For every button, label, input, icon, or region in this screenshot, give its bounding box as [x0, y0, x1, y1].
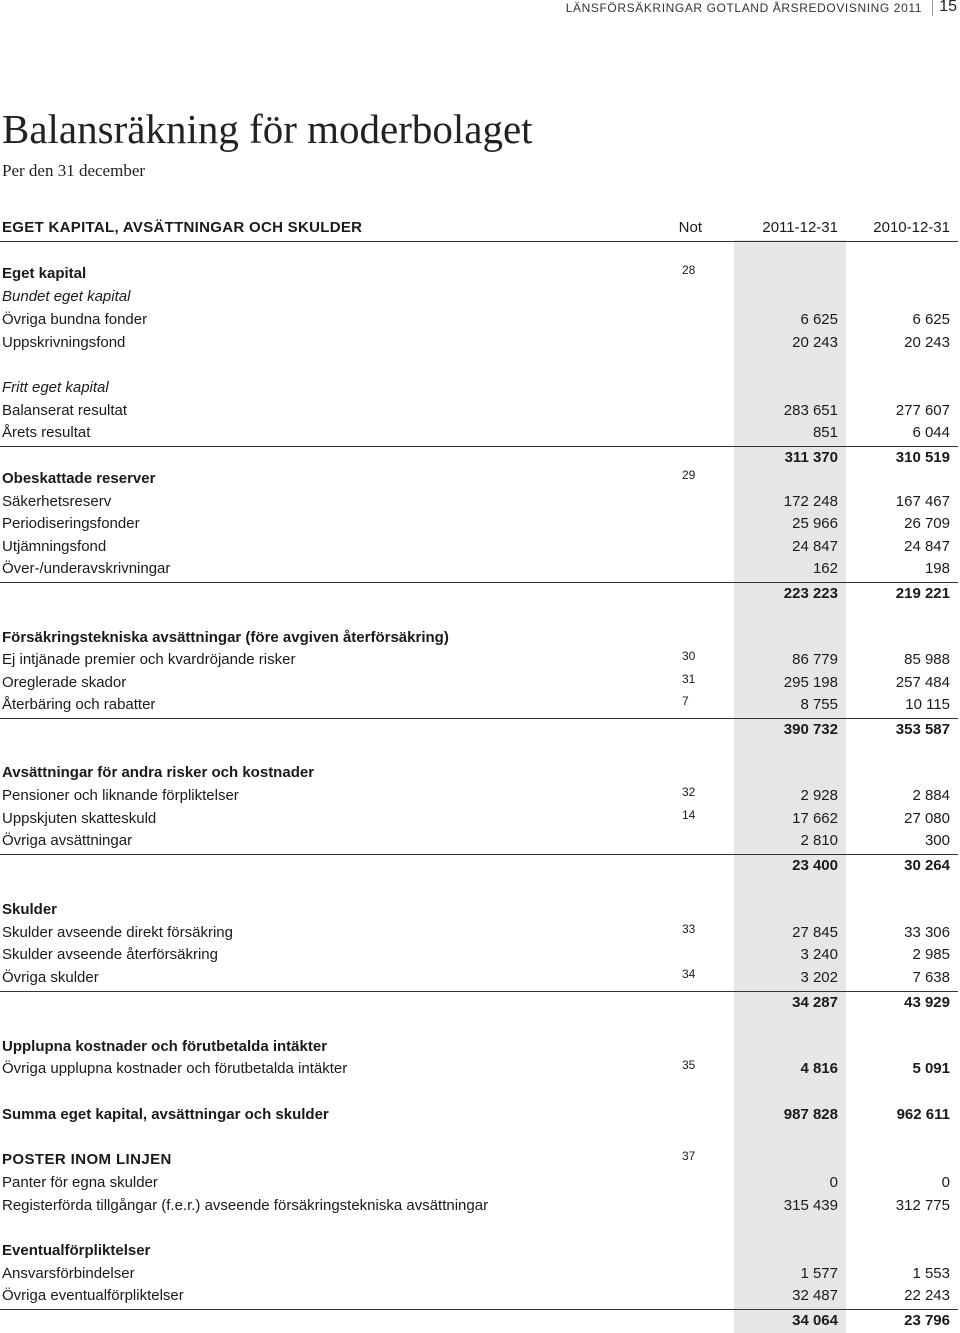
row-label: Bundet eget kapital [2, 288, 131, 305]
table-row [0, 785, 958, 807]
table-row [0, 1058, 958, 1080]
row-label: Fritt eget kapital [2, 379, 109, 396]
table-row [0, 309, 958, 331]
row-label: Skulder avseende direkt försäkring [2, 924, 233, 941]
table-row [0, 1195, 958, 1217]
table-row [0, 922, 958, 944]
page-number: 15 [939, 0, 957, 15]
row-value-2010: 24 847 [904, 538, 950, 555]
row-value-2011: 24 847 [792, 538, 838, 555]
row-label: Skulder avseende återförsäkring [2, 946, 218, 963]
table-row [0, 558, 958, 580]
row-value-2010: 33 306 [904, 924, 950, 941]
table-row [0, 582, 958, 605]
table-row [0, 694, 958, 716]
row-label: Registerförda tillgångar (f.e.r.) avseende försäkringstekniska avsättningar [2, 1197, 489, 1214]
row-value-2010: 219 221 [895, 585, 950, 602]
table-row [0, 649, 958, 671]
row-value-2011: 34 287 [792, 994, 838, 1011]
table-row [0, 263, 958, 285]
row-label: Övriga skulder [2, 969, 99, 986]
row-label: Eventualförpliktelser [2, 1242, 151, 1259]
table-row [0, 377, 958, 399]
table-row [0, 468, 958, 490]
row-value-2011: 851 [812, 424, 838, 441]
table-row [0, 1104, 958, 1126]
table-row [0, 1036, 958, 1058]
row-value-2011: 23 400 [792, 857, 838, 874]
row-label: Balanserat resultat [2, 402, 128, 419]
table-row [0, 944, 958, 966]
table-row [0, 718, 958, 741]
page-subtitle: Per den 31 december [2, 161, 146, 180]
row-value-2011: 3 202 [800, 969, 838, 986]
row-note-ref: 29 [682, 468, 696, 482]
table-row [0, 672, 958, 694]
row-value-2011: 987 828 [783, 1106, 838, 1123]
table-row [0, 854, 958, 877]
row-label: Ansvarsförbindelser [2, 1265, 135, 1282]
row-label: Uppskjuten skatteskuld [2, 810, 157, 827]
row-value-2011: 283 651 [783, 402, 838, 419]
row-value-2011: 17 662 [792, 810, 838, 827]
table-row [0, 491, 958, 513]
row-value-2010: 277 607 [895, 402, 950, 419]
table-row [0, 513, 958, 535]
row-value-2011: 172 248 [783, 493, 838, 510]
row-label: Avsättningar för andra risker och kostnader [2, 764, 315, 781]
row-value-2010: 20 243 [904, 334, 950, 351]
row-note-ref: 33 [682, 922, 696, 936]
row-label: Försäkringstekniska avsättningar (före avgiven återförsäkring) [2, 629, 449, 646]
row-value-2010: 43 929 [904, 994, 950, 1011]
row-value-2010: 27 080 [904, 810, 950, 827]
table-row [0, 899, 958, 921]
row-value-2010: 310 519 [895, 449, 950, 466]
row-value-2010: 1 553 [912, 1265, 950, 1282]
row-value-2011: 390 732 [783, 721, 838, 738]
row-label: Periodiseringsfonder [2, 515, 140, 532]
row-note-ref: 14 [682, 808, 696, 822]
row-label: Återbäring och rabatter [2, 696, 156, 713]
row-value-2010: 198 [924, 560, 950, 577]
table-row [0, 808, 958, 830]
row-label: Över-/underavskrivningar [2, 560, 171, 577]
row-value-2010: 23 796 [904, 1312, 950, 1329]
row-note-ref: 31 [682, 672, 696, 686]
row-label: Obeskattade reserver [2, 470, 156, 487]
row-value-2010: 353 587 [895, 721, 950, 738]
column-header-2011: 2011-12-31 [762, 219, 838, 236]
row-value-2010: 30 264 [904, 857, 950, 874]
row-value-2011: 295 198 [783, 674, 838, 691]
row-value-2011: 86 779 [792, 651, 838, 668]
row-label: Säkerhetsreserv [2, 493, 112, 510]
row-label: Panter för egna skulder [2, 1174, 158, 1191]
row-value-2010: 2 985 [912, 946, 950, 963]
row-value-2011: 6 625 [800, 311, 838, 328]
row-value-2010: 6 625 [912, 311, 950, 328]
row-value-2010: 26 709 [904, 515, 950, 532]
row-value-2011: 20 243 [792, 334, 838, 351]
row-label: Summa eget kapital, avsättningar och skulder [2, 1106, 329, 1123]
table-row [0, 1309, 958, 1332]
row-value-2011: 1 577 [800, 1265, 838, 1282]
row-label: Uppskrivningsfond [2, 334, 126, 351]
row-value-2010: 7 638 [912, 969, 950, 986]
table-row [0, 762, 958, 784]
table-row [0, 422, 958, 444]
row-value-2011: 311 370 [784, 449, 838, 466]
table-row [0, 1263, 958, 1285]
row-label: Pensioner och liknande förpliktelser [2, 787, 239, 804]
row-note-ref: 35 [682, 1058, 696, 1072]
row-value-2010: 85 988 [904, 651, 950, 668]
row-label: POSTER INOM LINJEN [2, 1151, 172, 1168]
row-value-2011: 315 439 [783, 1197, 838, 1214]
table-row [0, 830, 958, 852]
row-value-2011: 2 810 [800, 832, 838, 849]
row-value-2010: 300 [924, 832, 950, 849]
section-heading: EGET KAPITAL, AVSÄTTNINGAR OCH SKULDER [2, 219, 363, 236]
row-label: Oreglerade skador [2, 674, 127, 691]
row-note-ref: 34 [682, 967, 696, 981]
column-header-not: Not [678, 219, 702, 236]
row-value-2011: 0 [829, 1174, 838, 1191]
column-header-2010: 2010-12-31 [873, 219, 950, 236]
row-value-2010: 0 [941, 1174, 950, 1191]
row-label: Eget kapital [2, 265, 87, 282]
table-row [0, 332, 958, 354]
row-label: Utjämningsfond [2, 538, 107, 555]
row-label: Övriga bundna fonder [2, 311, 148, 328]
row-value-2011: 3 240 [800, 946, 838, 963]
table-row [0, 1240, 958, 1262]
running-title: LÄNSFÖRSÄKRINGAR GOTLAND ÅRSREDOVISNING 2011 [565, 1, 922, 15]
row-value-2010: 167 467 [895, 493, 950, 510]
row-value-2010: 312 775 [895, 1197, 950, 1214]
table-row [0, 1285, 958, 1307]
row-label: Ej intjänade premier och kvardröjande risker [2, 651, 296, 668]
table-row [0, 627, 958, 649]
row-value-2011: 223 223 [783, 585, 838, 602]
row-label: Upplupna kostnader och förutbetalda intäkter [2, 1038, 328, 1055]
row-value-2011: 32 487 [792, 1287, 838, 1304]
row-value-2011: 162 [812, 560, 838, 577]
table-row [0, 400, 958, 422]
row-note-ref: 32 [682, 785, 696, 799]
row-label: Övriga upplupna kostnader och förutbetalda intäkter [2, 1060, 348, 1077]
table-row [0, 967, 958, 989]
row-value-2010: 5 091 [912, 1060, 950, 1077]
row-note-ref: 28 [682, 263, 696, 277]
row-note-ref: 37 [682, 1149, 696, 1163]
row-label: Skulder [2, 901, 58, 918]
row-label: Årets resultat [2, 424, 91, 441]
table-row [0, 991, 958, 1014]
row-value-2010: 2 884 [912, 787, 950, 804]
row-value-2011: 27 845 [792, 924, 838, 941]
row-label: Övriga avsättningar [2, 832, 133, 849]
table-row [0, 446, 958, 469]
row-note-ref: 7 [682, 694, 689, 708]
row-value-2011: 2 928 [800, 787, 838, 804]
row-value-2011: 34 064 [792, 1312, 838, 1329]
row-value-2011: 25 966 [792, 515, 838, 532]
row-value-2010: 6 044 [912, 424, 950, 441]
row-value-2010: 10 115 [905, 696, 950, 713]
row-value-2011: 8 755 [800, 696, 838, 713]
table-row [0, 536, 958, 558]
table-row [0, 1172, 958, 1194]
row-label: Övriga eventualförpliktelser [2, 1287, 184, 1304]
row-value-2010: 962 611 [896, 1106, 950, 1123]
table-row [0, 1149, 958, 1171]
table-row [0, 286, 958, 308]
row-value-2010: 22 243 [904, 1287, 950, 1304]
row-note-ref: 30 [682, 649, 696, 663]
row-value-2011: 4 816 [800, 1060, 838, 1077]
page-title: Balansräkning för moderbolaget [2, 106, 533, 152]
row-value-2010: 257 484 [895, 674, 950, 691]
